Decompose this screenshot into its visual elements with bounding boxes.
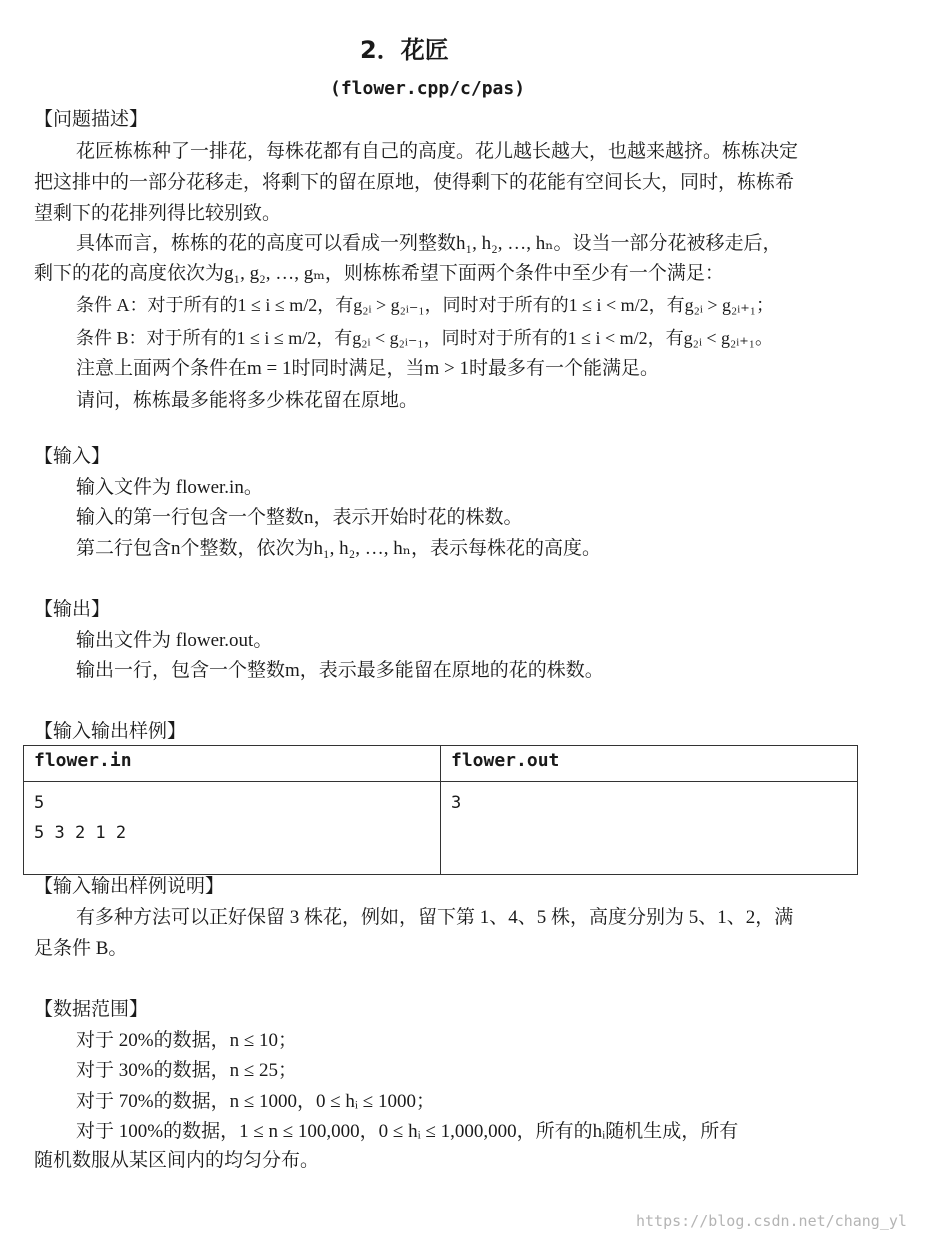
sample-input-line: 5 3 2 1 2 — [34, 823, 127, 843]
page-subtitle: (flower.cpp/c/pas) — [330, 78, 526, 99]
sample-table — [23, 745, 858, 875]
sample-explanation-heading: 【输入输出样例说明】 — [34, 876, 225, 897]
output-line: 输出一行，包含一个整数m，表示最多能留在原地的花的株数。 — [76, 660, 604, 681]
sample-explanation-line: 足条件 B。 — [34, 938, 128, 959]
description-heading: 【问题描述】 — [34, 109, 149, 130]
sample-output-header: flower.out — [441, 746, 858, 782]
input-line: 输入文件为 flower.in。 — [76, 477, 263, 498]
description-line: 把这排中的一部分花移走，将剩下的留在原地，使得剩下的花能有空间长大，同时，栋栋希 — [34, 172, 795, 193]
input-line: 输入的第一行包含一个整数n，表示开始时花的株数。 — [76, 507, 523, 528]
constraint-line: 对于 70%的数据，n ≤ 1000，0 ≤ hᵢ ≤ 1000； — [76, 1091, 435, 1112]
description-line: 望剩下的花排列得比较别致。 — [34, 203, 282, 224]
sample-explanation-line: 有多种方法可以正好保留 3 株花，例如，留下第 1、4、5 株，高度分别为 5、1、2，满 — [76, 907, 794, 928]
description-line: 具体而言，栋栋的花的高度可以看成一列整数h₁, h₂, …, hₙ。设当一部分花被移走后， — [76, 233, 782, 254]
page-title: 2．花匠 — [360, 36, 449, 64]
description-line: 注意上面两个条件在m = 1时同时满足，当m > 1时最多有一个能满足。 — [76, 358, 659, 379]
condition-a: 条件 A：对于所有的1 ≤ i ≤ m/2，有g₂ᵢ > g₂ᵢ₋₁，同时对于所有的1 ≤ i < m/2，有g₂ᵢ > g₂ᵢ₊₁； — [76, 295, 775, 315]
sample-heading: 【输入输出样例】 — [34, 721, 187, 742]
constraint-line: 对于 30%的数据，n ≤ 25； — [76, 1060, 298, 1081]
constraint-line: 对于 20%的数据，n ≤ 10； — [76, 1030, 298, 1051]
watermark: https://blog.csdn.net/chang_yl — [636, 1212, 907, 1230]
description-line: 请问，栋栋最多能将多少株花留在原地。 — [76, 390, 419, 411]
constraints-heading: 【数据范围】 — [34, 999, 149, 1020]
sample-input-header: flower.in — [24, 746, 441, 782]
output-heading: 【输出】 — [34, 599, 111, 620]
description-line: 花匠栋栋种了一排花，每株花都有自己的高度。花儿越长越大，也越来越挤。栋栋决定 — [76, 141, 799, 162]
input-heading: 【输入】 — [34, 446, 111, 467]
constraint-line: 对于 100%的数据，1 ≤ n ≤ 100,000，0 ≤ hᵢ ≤ 1,000,000，所有的hᵢ随机生成，所有 — [76, 1121, 739, 1142]
sample-output-cell — [441, 782, 858, 875]
input-line: 第二行包含n个整数，依次为h₁, h₂, …, hₙ，表示每株花的高度。 — [76, 538, 601, 559]
sample-output-line: 3 — [451, 793, 462, 813]
description-line: 剩下的花的高度依次为g₁, g₂, …, gₘ，则栋栋希望下面两个条件中至少有一个满足： — [34, 263, 724, 284]
output-line: 输出文件为 flower.out。 — [76, 630, 273, 651]
constraint-line: 随机数服从某区间内的均匀分布。 — [34, 1150, 320, 1171]
sample-input-cell — [24, 782, 441, 875]
sample-input-line: 5 — [34, 793, 45, 813]
condition-b: 条件 B：对于所有的1 ≤ i ≤ m/2，有g₂ᵢ < g₂ᵢ₋₁，同时对于所有的1 ≤ i < m/2，有g₂ᵢ < g₂ᵢ₊₁。 — [76, 328, 774, 348]
